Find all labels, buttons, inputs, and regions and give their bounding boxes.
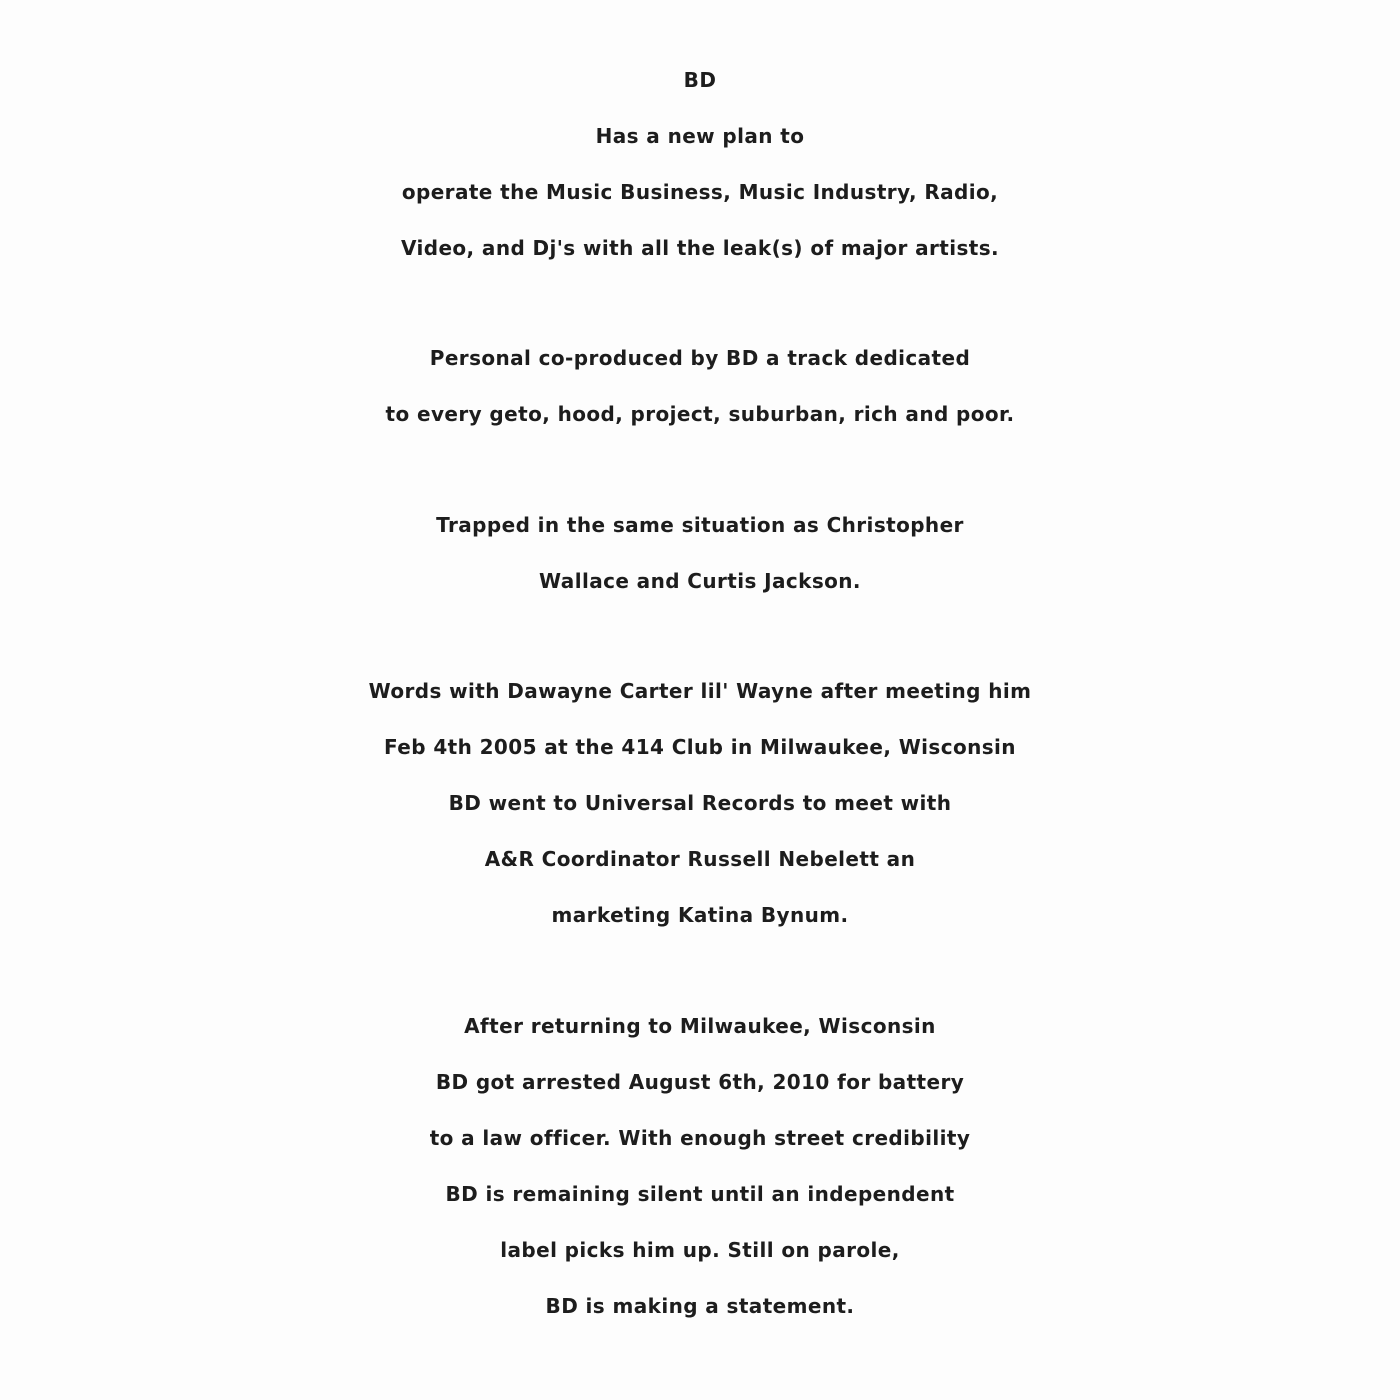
paragraph-4-line-5: marketing Katina Bynum. [551, 903, 849, 927]
paragraph-5-line-5: label picks him up. Still on parole, [500, 1238, 900, 1262]
paragraph-5-line-6: BD is making a statement. [545, 1294, 855, 1318]
paragraph-4-line-1: Words with Dawayne Carter lil' Wayne after meeting him [368, 679, 1032, 703]
paragraph-3-line-2: Wallace and Curtis Jackson. [539, 569, 861, 593]
paragraph-1-line-1: Has a new plan to [595, 124, 805, 148]
paragraph-1-line-2: operate the Music Business, Music Industry, Radio, [401, 180, 999, 204]
paragraph-1-line-3: Video, and Dj's with all the leak(s) of major artists. [400, 236, 1000, 260]
paragraph-3-line-1: Trapped in the same situation as Christopher [436, 513, 964, 537]
paragraph-2-line-1: Personal co-produced by BD a track dedicated [429, 346, 971, 370]
paragraph-5-line-1: After returning to Milwaukee, Wisconsin [464, 1014, 936, 1038]
document-title: BD [683, 68, 717, 92]
paragraph-5-line-2: BD got arrested August 6th, 2010 for battery [435, 1070, 965, 1094]
paragraph-4-line-4: A&R Coordinator Russell Nebelett an [484, 847, 916, 871]
paragraph-5-line-4: BD is remaining silent until an independent [445, 1182, 955, 1206]
paragraph-5-line-3: to a law officer. With enough street credibility [429, 1126, 971, 1150]
paragraph-4-line-3: BD went to Universal Records to meet with [448, 791, 952, 815]
paragraph-4-line-2: Feb 4th 2005 at the 414 Club in Milwaukee, Wisconsin [384, 735, 1016, 759]
paragraph-2-line-2: to every geto, hood, project, suburban, rich and poor. [385, 402, 1015, 426]
